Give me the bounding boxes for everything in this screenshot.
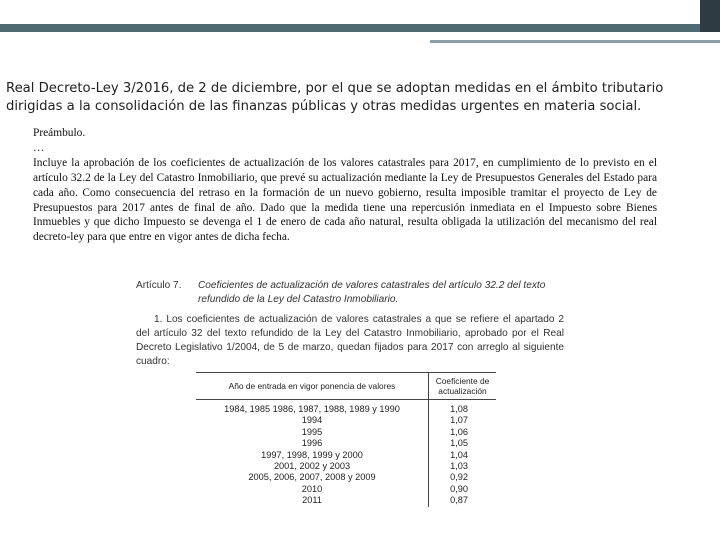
- coefficients-table-wrap: [196, 372, 496, 507]
- table-row: [196, 484, 496, 495]
- year-cell: 1994: [196, 415, 429, 426]
- article-title: Coeficientes de actualización de valores catastrales del artículo 32.2 del texto refundido de la Ley del Catastro Inmobiliario.: [198, 280, 546, 305]
- preamble-ellipsis: …: [33, 141, 45, 154]
- year-cell: 1995: [196, 427, 429, 438]
- year-cell: 1997, 1998, 1999 y 2000: [196, 450, 429, 461]
- coefficient-cell: 1,05: [450, 438, 468, 449]
- preamble-excerpt: [33, 126, 657, 245]
- table-body: [196, 400, 496, 507]
- coefficient-cell: 1,06: [450, 426, 468, 437]
- article-paragraph: 1. Los coeficientes de actualización de valores catastrales a que se refiere el apartado 2 del artículo 32 del texto refundido de la Ley del Catastro Inmobiliario, aprobado por el Real Decreto Legislativo 1/2004, de 5 de marzo, quedan fijados para 2017 con arreglo al siguiente cuadro:: [136, 314, 564, 367]
- header-year: Año de entrada en vigor ponencia de valores: [196, 373, 429, 400]
- article-number: Artículo 7.: [136, 280, 182, 291]
- coefficient-cell: 0,92: [450, 472, 468, 483]
- slide-title-line-1: Real Decreto-Ley 3/2016, de 2 de diciembre, por el que se adoptan medidas en el ámbito tributario: [6, 81, 664, 96]
- article-7-excerpt: [136, 279, 564, 369]
- slide-header-bar: [0, 24, 700, 32]
- coefficient-cell: 0,90: [450, 483, 468, 494]
- header-coefficient: Coeficiente de actualización: [429, 373, 497, 400]
- coefficient-cell: 1,08: [450, 404, 468, 414]
- table-row: [196, 415, 496, 426]
- table-row: [196, 427, 496, 438]
- year-cell: 2001, 2002 y 2003: [196, 461, 429, 472]
- table-row: [196, 450, 496, 461]
- year-cell: 1996: [196, 438, 429, 449]
- preamble-body: Incluye la aprobación de los coeficientes de actualización de los valores catastrales para 2017, en cumplimiento de lo previsto en el artículo 32.2 de la Ley del Catastro Inmobiliario, que prevé su actualización mediante la Ley de Presupuestos Generales del Estado para cada año. Como consecuencia del retraso en la formación de un nuevo gobierno, resulta imposible tramitar el proyecto de Ley de Presupuestos para 2017 antes de final de año. Dado que la medida tiene una repercusión inmediata en el Impuesto sobre Bienes Inmuebles y que dicho Impuesto se devenga el 1 de enero de cada año natural, resulta obligada la utilización del mecanismo del real decreto-ley para que entre en vigor antes de dicha fecha.: [33, 156, 657, 244]
- coefficient-cell: 1,04: [450, 449, 468, 460]
- year-cell: 1984, 1985 1986, 1987, 1988, 1989 y 1990: [196, 400, 429, 416]
- slide-title: [6, 80, 706, 116]
- table-row: [196, 495, 496, 506]
- slide-title-line-2: dirigidas a la consolidación de las finanzas públicas y otras medidas urgentes en materia social.: [6, 99, 642, 114]
- year-cell: 2010: [196, 484, 429, 495]
- table-header-row: [196, 373, 496, 400]
- slide-corner-block: [700, 0, 720, 32]
- article-header: [136, 279, 564, 307]
- coefficient-cell: 1,03: [450, 461, 468, 472]
- table-row: [196, 438, 496, 449]
- year-cell: 2005, 2006, 2007, 2008 y 2009: [196, 472, 429, 483]
- year-cell: 2011: [196, 495, 429, 506]
- table-row: [196, 472, 496, 483]
- preamble-heading: Preámbulo.: [33, 127, 86, 139]
- table-row: [196, 461, 496, 472]
- coefficient-cell: 0,87: [450, 495, 468, 506]
- slide-accent-line: [430, 40, 720, 43]
- coefficient-cell: 1,07: [450, 415, 468, 426]
- coefficients-table: [196, 372, 496, 507]
- table-row: [196, 400, 496, 416]
